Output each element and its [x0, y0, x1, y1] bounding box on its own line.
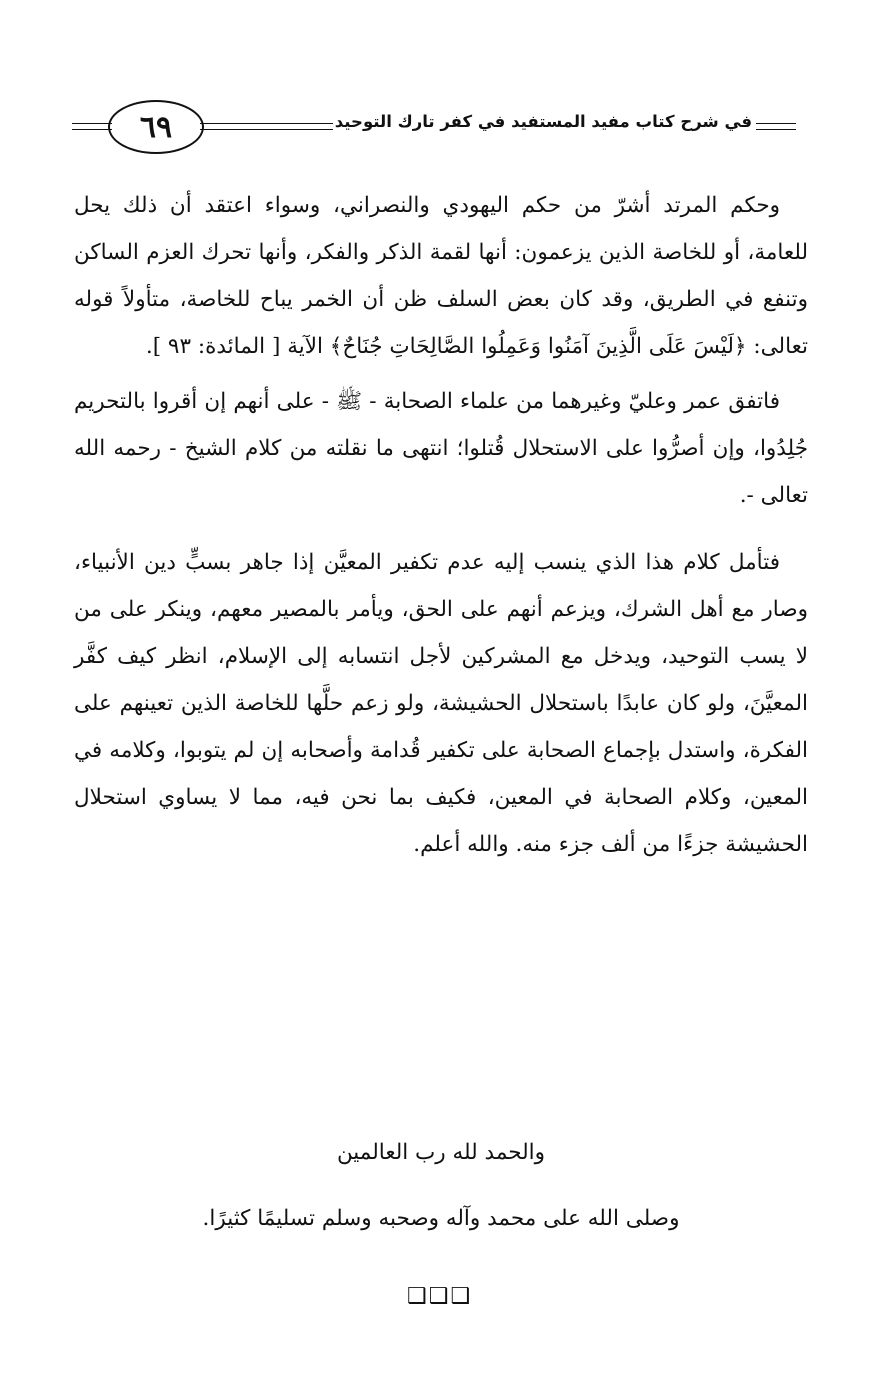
paragraph: فاتفق عمر وعليّ وغيرهما من علماء الصحابة - ﷺ - على أنهم إن أقروا بالتحريم جُلِدُوا، وإن أصرُّوا على الاستحلال قُتلوا؛ انتهى ما نقلته من كلام الشيخ - رحمه الله تعالى -.	[74, 389, 808, 508]
running-title: في شرح كتاب مفيد المستفيد في كفر تارك التوحيد	[334, 112, 752, 131]
closing-praise: والحمد لله رب العالمين	[336, 1140, 546, 1165]
closing-blessing: وصلى الله على محمد وآله وصحبه وسلم تسليمًا كثيرًا.	[202, 1206, 680, 1231]
paragraph: فتأمل كلام هذا الذي ينسب إليه عدم تكفير المعيَّن إذا جاهر بسبٍّ دين الأنبياء، وصار مع أهل الشرك، ويزعم أنهم على الحق، ويأمر بالمصير معهم، وينكر على من لا يسب التوحيد، ويدخل مع المشركين لأجل انتسابه إلى الإسلام، انظر كيف كفَّر المعيَّنَ، ولو كان عابدًا باستحلال الحشيشة، ولو زعم حلَّها للخاصة الذين تعينهم على الفكرة، واستدل بإجماع الصحابة على تكفير قُدامة وأصحابه إن لم يتوبوا، وكلامه في المعين، وكلام الصحابة في المعين، فكيف بما نحن فيه، مما لا يساوي استحلال الحشيشة جزءًا من ألف جزء منه. والله أعلم.	[74, 550, 808, 857]
header-rule	[756, 129, 796, 130]
header-rule	[72, 129, 112, 130]
end-of-section-mark: ❑❑❑	[406, 1284, 473, 1309]
header-rule	[72, 123, 112, 124]
paragraph-text: وحكم المرتد أشرّ من حكم اليهودي والنصراني، وسواء اعتقد أن ذلك يحل للعامة، أو للخاصة الذين يزعمون: أنها لقمة الذكر والفكر، وأنها تحرك العزم الساكن وتنفع في الطريق، وقد كان بعض السلف ظن أن الخمر يباح للخاصة، متأولاً قوله تعالى:	[74, 193, 808, 359]
page-number: ٦٩	[108, 100, 204, 154]
quran-quote: ﴿لَيْسَ عَلَى الَّذِينَ آمَنُوا وَعَمِلُوا الصَّالِحَاتِ جُنَاحٌ﴾	[329, 334, 747, 359]
header-rule	[756, 123, 796, 124]
main-text	[74, 182, 808, 884]
paragraph	[74, 182, 808, 370]
page-header	[72, 96, 796, 160]
verse-reference: الآية [ المائدة: ٩٣ ].	[145, 334, 330, 359]
